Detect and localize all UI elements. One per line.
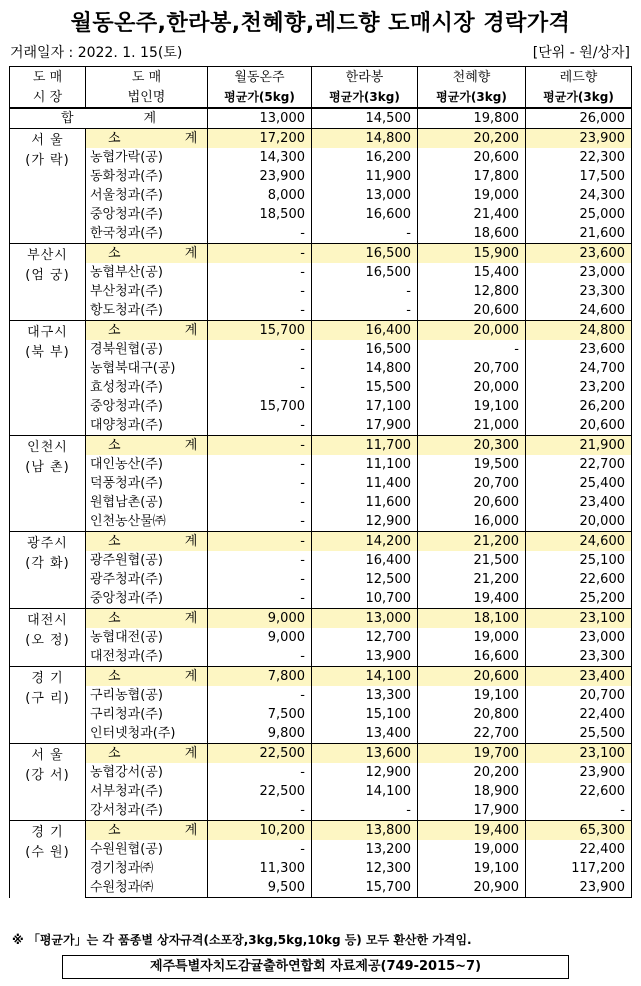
market-cell [10, 321, 86, 436]
price-col2: 16,500 [312, 263, 418, 282]
corp-name: 인터넷청과(주) [86, 724, 208, 744]
header-col4-2: 평균가(3kg) [526, 87, 632, 108]
price-col4: 65,300 [526, 821, 632, 841]
subtotal-row [10, 821, 632, 841]
price-col1: - [208, 436, 312, 456]
price-col2: 17,100 [312, 397, 418, 416]
price-col1: 10,200 [208, 821, 312, 841]
corp-name: 중앙청과(주) [86, 397, 208, 416]
total-label-a: 합 [60, 111, 74, 126]
price-col4: 25,200 [526, 589, 632, 609]
trade-date: 거래일자 : 2022. 1. 15(토) [10, 45, 183, 61]
table-row [10, 416, 632, 436]
price-col4: 21,600 [526, 224, 632, 244]
price-col3: 12,800 [418, 282, 526, 301]
corp-name: 인천농산물㈜ [86, 512, 208, 532]
price-col3: 20,000 [418, 378, 526, 397]
market-name: 인천시 [27, 440, 68, 455]
market-district: (강 서) [25, 768, 70, 783]
corp-name: 경기청과㈜ [86, 859, 208, 878]
market-cell [10, 744, 86, 821]
price-col3: 20,900 [418, 878, 526, 898]
corp-name: 중앙청과(주) [86, 205, 208, 224]
corp-name: 서부청과(주) [86, 782, 208, 801]
price-col3: 19,000 [418, 628, 526, 647]
price-col1: - [208, 359, 312, 378]
price-col2: 11,100 [312, 455, 418, 474]
table-row [10, 282, 632, 301]
market-name: 대전시 [27, 613, 68, 628]
price-col4: 25,100 [526, 551, 632, 570]
header-corp-2: 법인명 [86, 87, 208, 108]
price-col2: 14,100 [312, 782, 418, 801]
subtotal-label: 소 계 [86, 667, 208, 687]
price-col3: 19,100 [418, 397, 526, 416]
price-col1: 7,800 [208, 667, 312, 687]
price-col4: 22,300 [526, 148, 632, 167]
price-col1: 9,000 [208, 609, 312, 629]
subtotal-label: 소 계 [86, 744, 208, 764]
price-col4: 24,600 [526, 301, 632, 321]
price-col4: 23,900 [526, 763, 632, 782]
price-col1: - [208, 416, 312, 436]
corp-name: 농협대전(공) [86, 628, 208, 647]
price-col3: 17,900 [418, 801, 526, 821]
subtotal-row [10, 744, 632, 764]
subtotal-row [10, 532, 632, 552]
price-col1: - [208, 378, 312, 397]
subtotal-label: 소 계 [86, 129, 208, 149]
price-col1: - [208, 512, 312, 532]
corp-name: 동화청과(주) [86, 167, 208, 186]
market-name: 경 기 [31, 671, 64, 686]
corp-name: 서울청과(주) [86, 186, 208, 205]
total-col1: 13,000 [208, 108, 312, 129]
market-cell [10, 667, 86, 744]
price-col2: 16,200 [312, 148, 418, 167]
market-cell [10, 609, 86, 667]
total-label [10, 108, 208, 129]
market-name: 부산시 [27, 248, 68, 263]
price-col3: 20,600 [418, 148, 526, 167]
market-district: (북 부) [25, 345, 70, 360]
price-col3: 20,800 [418, 705, 526, 724]
page-title: 월동온주,한라봉,천혜향,레드향 도매시장 경락가격 [70, 11, 571, 36]
price-col3: 19,400 [418, 821, 526, 841]
price-col3: 20,700 [418, 359, 526, 378]
table-row [10, 493, 632, 512]
price-col3: 19,500 [418, 455, 526, 474]
total-col3: 19,800 [418, 108, 526, 129]
price-col1: - [208, 340, 312, 359]
price-col3: 21,200 [418, 570, 526, 589]
subtotal-row [10, 667, 632, 687]
price-col4: 23,600 [526, 244, 632, 264]
table-row [10, 628, 632, 647]
price-col4: 26,200 [526, 397, 632, 416]
table-row [10, 782, 632, 801]
market-cell [10, 532, 86, 609]
header-col4: 레드향 [526, 67, 632, 88]
subtotal-label: 소 계 [86, 532, 208, 552]
price-col2: 12,900 [312, 512, 418, 532]
price-col1: 8,000 [208, 186, 312, 205]
corp-name: 효성청과(주) [86, 378, 208, 397]
price-col4: 22,700 [526, 455, 632, 474]
corp-name: 덕풍청과(주) [86, 474, 208, 493]
price-col2: 11,400 [312, 474, 418, 493]
market-cell [10, 129, 86, 244]
market-name: 광주시 [27, 536, 68, 551]
corp-name: 농협강서(공) [86, 763, 208, 782]
corp-name: 농협북대구(공) [86, 359, 208, 378]
price-col4: 20,700 [526, 686, 632, 705]
price-col4: 23,600 [526, 340, 632, 359]
price-col3: 18,100 [418, 609, 526, 629]
price-col3: 20,300 [418, 436, 526, 456]
table-row [10, 455, 632, 474]
price-col1: - [208, 532, 312, 552]
market-district: (각 화) [25, 556, 70, 571]
price-col3: 19,400 [418, 589, 526, 609]
header-col1: 월동온주 [208, 67, 312, 88]
corp-name: 구리농협(공) [86, 686, 208, 705]
price-col3: 19,100 [418, 859, 526, 878]
price-col1: 9,500 [208, 878, 312, 898]
price-col2: 16,500 [312, 340, 418, 359]
price-col4: 20,600 [526, 416, 632, 436]
price-col1: 22,500 [208, 782, 312, 801]
total-row [10, 108, 632, 129]
corp-name: 농협가락(공) [86, 148, 208, 167]
price-col3: 17,800 [418, 167, 526, 186]
price-col4: 23,400 [526, 493, 632, 512]
price-col4: 23,000 [526, 263, 632, 282]
price-col1: - [208, 763, 312, 782]
price-col2: - [312, 801, 418, 821]
table-row [10, 705, 632, 724]
corp-name: 농협부산(공) [86, 263, 208, 282]
price-col3: 22,700 [418, 724, 526, 744]
price-col4: 23,200 [526, 378, 632, 397]
price-col1: - [208, 686, 312, 705]
price-col4: 21,900 [526, 436, 632, 456]
price-col4: 20,000 [526, 512, 632, 532]
price-col2: 12,700 [312, 628, 418, 647]
subtotal-row [10, 609, 632, 629]
price-col4: 23,300 [526, 647, 632, 667]
unit-label: [단위 - 원/상자] [532, 45, 630, 61]
price-col3: - [418, 340, 526, 359]
price-col3: 19,100 [418, 686, 526, 705]
price-col4: 22,600 [526, 782, 632, 801]
price-col3: 20,200 [418, 763, 526, 782]
price-col4: 17,500 [526, 167, 632, 186]
price-col1: 15,700 [208, 397, 312, 416]
market-name: 서 울 [31, 748, 64, 763]
table-row [10, 474, 632, 493]
market-cell [10, 244, 86, 321]
market-district: (가 락) [25, 153, 70, 168]
price-col3: 20,600 [418, 493, 526, 512]
header-col2: 한라봉 [312, 67, 418, 88]
table-row [10, 724, 632, 744]
price-col3: 15,400 [418, 263, 526, 282]
corp-name: 한국청과(주) [86, 224, 208, 244]
corp-name: 항도청과(주) [86, 301, 208, 321]
table-row [10, 647, 632, 667]
price-col1: - [208, 551, 312, 570]
price-col1: 15,700 [208, 321, 312, 341]
price-col2: 12,900 [312, 763, 418, 782]
table-row [10, 397, 632, 416]
price-col4: 25,400 [526, 474, 632, 493]
price-col3: 20,600 [418, 301, 526, 321]
info-bar [10, 42, 630, 60]
price-col2: - [312, 282, 418, 301]
price-col1: 7,500 [208, 705, 312, 724]
price-col4: 23,900 [526, 129, 632, 149]
table-row [10, 186, 632, 205]
header-col3-2: 평균가(3kg) [418, 87, 526, 108]
price-col2: 10,700 [312, 589, 418, 609]
table-row [10, 859, 632, 878]
corp-name: 중앙청과(주) [86, 589, 208, 609]
price-col1: 18,500 [208, 205, 312, 224]
price-col4: 23,000 [526, 628, 632, 647]
corp-name: 수원원협(공) [86, 840, 208, 859]
price-col1: 11,300 [208, 859, 312, 878]
price-col3: 20,700 [418, 474, 526, 493]
table-row [10, 801, 632, 821]
price-col3: 20,600 [418, 667, 526, 687]
price-col2: 13,400 [312, 724, 418, 744]
price-col4: 24,700 [526, 359, 632, 378]
price-col3: 19,700 [418, 744, 526, 764]
price-col4: 22,400 [526, 840, 632, 859]
table-row [10, 263, 632, 282]
corp-name: 대인농산(주) [86, 455, 208, 474]
table-row [10, 224, 632, 244]
price-col1: - [208, 455, 312, 474]
subtotal-label: 소 계 [86, 244, 208, 264]
header-market: 도 매 [10, 67, 86, 88]
table-row [10, 167, 632, 186]
header-market-2: 시 장 [10, 87, 86, 108]
table-row [10, 148, 632, 167]
price-col2: 13,000 [312, 609, 418, 629]
market-name: 서 울 [31, 133, 64, 148]
price-col2: - [312, 224, 418, 244]
price-col2: 13,900 [312, 647, 418, 667]
table-row [10, 570, 632, 589]
price-col2: 12,300 [312, 859, 418, 878]
corp-name: 경북원협(공) [86, 340, 208, 359]
price-col1: 22,500 [208, 744, 312, 764]
price-col3: 20,200 [418, 129, 526, 149]
price-col3: 21,200 [418, 532, 526, 552]
price-col1: - [208, 244, 312, 264]
subtotal-label: 소 계 [86, 436, 208, 456]
price-col2: 11,900 [312, 167, 418, 186]
table-row [10, 878, 632, 898]
table-row [10, 359, 632, 378]
price-col4: 22,600 [526, 570, 632, 589]
price-col2: 15,100 [312, 705, 418, 724]
price-col2: 13,200 [312, 840, 418, 859]
price-col2: 16,400 [312, 321, 418, 341]
price-col4: 23,400 [526, 667, 632, 687]
header-col2-2: 평균가(3kg) [312, 87, 418, 108]
corp-name: 부산청과(주) [86, 282, 208, 301]
price-col3: 20,000 [418, 321, 526, 341]
price-col3: 21,500 [418, 551, 526, 570]
header-corp: 도 매 [86, 67, 208, 88]
market-district: (엄 궁) [25, 268, 70, 283]
price-col3: 19,000 [418, 840, 526, 859]
subtotal-row [10, 321, 632, 341]
price-col1: - [208, 301, 312, 321]
corp-name: 원협남촌(공) [86, 493, 208, 512]
price-col2: 16,400 [312, 551, 418, 570]
price-col2: 16,500 [312, 244, 418, 264]
price-col1: - [208, 263, 312, 282]
price-col1: 17,200 [208, 129, 312, 149]
price-col3: 21,400 [418, 205, 526, 224]
source-box: 제주특별자치도감귤출하연합회 자료제공(749-2015~7) [62, 955, 569, 979]
corp-name: 대전청과(주) [86, 647, 208, 667]
table-row [10, 589, 632, 609]
subtotal-label: 소 계 [86, 821, 208, 841]
price-col4: - [526, 801, 632, 821]
price-col2: 15,500 [312, 378, 418, 397]
table-row [10, 205, 632, 224]
price-col4: 23,300 [526, 282, 632, 301]
price-col4: 24,300 [526, 186, 632, 205]
table-row [10, 686, 632, 705]
price-col3: 18,600 [418, 224, 526, 244]
price-col1: - [208, 570, 312, 589]
price-col2: 14,200 [312, 532, 418, 552]
price-col1: - [208, 282, 312, 301]
market-district: (오 정) [25, 633, 70, 648]
price-col1: - [208, 224, 312, 244]
price-col2: - [312, 301, 418, 321]
corp-name: 대양청과(주) [86, 416, 208, 436]
price-table [9, 66, 632, 898]
total-label-b: 계 [143, 111, 157, 126]
price-col3: 19,000 [418, 186, 526, 205]
price-col1: - [208, 801, 312, 821]
price-col2: 14,800 [312, 129, 418, 149]
price-col3: 16,000 [418, 512, 526, 532]
price-col1: - [208, 589, 312, 609]
price-col4: 25,500 [526, 724, 632, 744]
table-row [10, 763, 632, 782]
subtotal-row [10, 129, 632, 149]
price-col4: 22,400 [526, 705, 632, 724]
price-col2: 16,600 [312, 205, 418, 224]
market-district: (남 촌) [25, 460, 70, 475]
subtotal-row [10, 436, 632, 456]
subtotal-label: 소 계 [86, 321, 208, 341]
market-name: 대구시 [27, 325, 68, 340]
price-col1: 9,000 [208, 628, 312, 647]
price-col4: 23,900 [526, 878, 632, 898]
table-row [10, 301, 632, 321]
table-row [10, 551, 632, 570]
table-row [10, 378, 632, 397]
price-col3: 18,900 [418, 782, 526, 801]
corp-name: 수원청과㈜ [86, 878, 208, 898]
price-col1: - [208, 647, 312, 667]
total-col4: 26,000 [526, 108, 632, 129]
price-col1: - [208, 840, 312, 859]
market-name: 경 기 [31, 825, 64, 840]
header-col1-2: 평균가(5kg) [208, 87, 312, 108]
corp-name: 광주청과(주) [86, 570, 208, 589]
total-col2: 14,500 [312, 108, 418, 129]
price-col2: 13,300 [312, 686, 418, 705]
market-cell [10, 436, 86, 532]
price-col1: - [208, 474, 312, 493]
price-col4: 25,000 [526, 205, 632, 224]
price-col1: 23,900 [208, 167, 312, 186]
price-col2: 13,800 [312, 821, 418, 841]
price-col4: 24,800 [526, 321, 632, 341]
price-col2: 15,700 [312, 878, 418, 898]
price-col2: 11,700 [312, 436, 418, 456]
table-row [10, 512, 632, 532]
market-district: (구 리) [25, 691, 70, 706]
price-col2: 17,900 [312, 416, 418, 436]
price-col2: 13,000 [312, 186, 418, 205]
corp-name: 광주원협(공) [86, 551, 208, 570]
price-col2: 13,600 [312, 744, 418, 764]
price-col2: 12,500 [312, 570, 418, 589]
price-col4: 23,100 [526, 609, 632, 629]
table-row [10, 340, 632, 359]
price-col2: 14,100 [312, 667, 418, 687]
price-col2: 11,600 [312, 493, 418, 512]
subtotal-row [10, 244, 632, 264]
header-col3: 천혜향 [418, 67, 526, 88]
price-col3: 16,600 [418, 647, 526, 667]
price-col1: 9,800 [208, 724, 312, 744]
price-col2: 14,800 [312, 359, 418, 378]
price-col3: 15,900 [418, 244, 526, 264]
price-col4: 23,100 [526, 744, 632, 764]
price-col4: 24,600 [526, 532, 632, 552]
price-col4: 117,200 [526, 859, 632, 878]
corp-name: 강서청과(주) [86, 801, 208, 821]
corp-name: 구리청과(주) [86, 705, 208, 724]
table-row [10, 840, 632, 859]
market-district: (수 원) [25, 845, 70, 860]
price-col3: 21,000 [418, 416, 526, 436]
market-cell [10, 821, 86, 898]
subtotal-label: 소 계 [86, 609, 208, 629]
price-col1: 14,300 [208, 148, 312, 167]
price-col1: - [208, 493, 312, 512]
footnote: ※ 「평균가」는 각 품종별 상자규격(소포장,3kg,5kg,10kg 등) 모두 환산한 가격임. [12, 933, 472, 947]
